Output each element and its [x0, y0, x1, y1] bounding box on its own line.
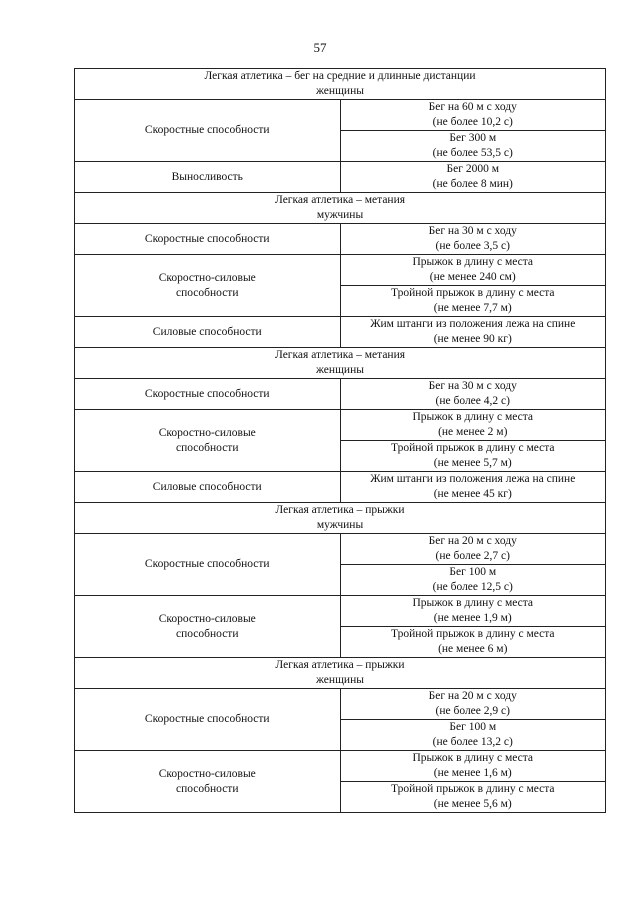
test-norm: (не более 53,5 с)	[432, 147, 513, 159]
test-norm: (не менее 5,7 м)	[433, 457, 512, 469]
test-norm-cell	[340, 286, 606, 317]
test-norm-cell	[340, 596, 606, 627]
section-title	[75, 658, 606, 689]
norms-table	[74, 68, 606, 813]
test-norm: (не менее 2 м)	[438, 426, 508, 438]
test-norm: (не более 8 мин)	[432, 178, 513, 190]
test-name: Бег 100 м	[449, 721, 497, 733]
test-name: Тройной прыжок в длину с места	[390, 783, 555, 795]
table-body	[75, 69, 606, 813]
ability-cell	[75, 100, 341, 162]
section-title-line: женщины	[316, 85, 364, 97]
section-title-line: Легкая атлетика – прыжки	[275, 659, 405, 671]
table-row	[75, 317, 606, 348]
section-title-line: женщины	[316, 674, 364, 686]
ability-label: Скоростные способности	[144, 387, 270, 400]
ability-cell	[75, 317, 341, 348]
test-name: Жим штанги из положения лежа на спине	[370, 318, 576, 330]
test-norm: (не более 2,7 с)	[435, 550, 510, 562]
table-row	[75, 224, 606, 255]
test-norm: (не более 3,5 с)	[435, 240, 510, 252]
ability-label: Выносливость	[171, 170, 243, 183]
test-norm-cell	[340, 782, 606, 813]
ability-cell	[75, 751, 341, 813]
ability-label: способности	[176, 286, 239, 299]
ability-cell	[75, 534, 341, 596]
section-title-line: мужчины	[316, 209, 364, 221]
test-name: Бег на 20 м с ходу	[428, 535, 517, 547]
test-name: Бег 300 м	[449, 132, 497, 144]
test-norm-cell	[340, 689, 606, 720]
ability-label: Скоростно-силовые	[158, 271, 256, 284]
ability-label: способности	[176, 627, 239, 640]
ability-cell	[75, 162, 341, 193]
test-name: Прыжок в длину с места	[412, 597, 533, 609]
table-row	[75, 751, 606, 782]
page-number: 57	[313, 40, 327, 55]
ability-cell	[75, 255, 341, 317]
test-name: Бег на 60 м с ходу	[428, 101, 517, 113]
ability-label: Скоростно-силовые	[158, 426, 256, 439]
test-norm-cell	[340, 379, 606, 410]
table-row	[75, 689, 606, 720]
test-name: Бег 100 м	[449, 566, 497, 578]
ability-label: Скоростные способности	[144, 713, 270, 725]
ability-label: способности	[176, 782, 239, 795]
ability-label: Скоростные способности	[144, 124, 270, 136]
test-norm: (не более 4,2 с)	[435, 395, 510, 407]
test-name: Жим штанги из положения лежа на спине	[370, 473, 576, 485]
table-row	[75, 472, 606, 503]
test-norm: (не менее 240 см)	[429, 271, 516, 283]
ability-cell	[75, 689, 341, 751]
section-title	[75, 503, 606, 534]
test-norm: (не более 10,2 с)	[432, 116, 513, 128]
section-title-line: женщины	[316, 364, 364, 376]
test-norm: (не менее 1,9 м)	[433, 612, 512, 624]
test-name: Прыжок в длину с места	[412, 256, 533, 268]
table-row	[75, 100, 606, 131]
test-name: Прыжок в длину с места	[412, 411, 533, 423]
test-norm: (не более 12,5 с)	[432, 581, 513, 593]
test-norm: (не более 13,2 с)	[432, 736, 513, 748]
ability-cell	[75, 224, 341, 255]
section-header-row	[75, 69, 606, 100]
section-header-row	[75, 658, 606, 689]
test-norm: (не менее 1,6 м)	[433, 767, 512, 779]
test-norm-cell	[340, 720, 606, 751]
ability-label: Силовые способности	[152, 325, 262, 338]
table-row	[75, 379, 606, 410]
test-name: Бег на 20 м с ходу	[428, 690, 517, 702]
section-title	[75, 193, 606, 224]
section-header-row	[75, 348, 606, 379]
test-name: Тройной прыжок в длину с места	[390, 442, 555, 454]
section-title-line: Легкая атлетика – прыжки	[275, 504, 405, 516]
section-title-line: мужчины	[316, 519, 364, 531]
test-norm: (не менее 5,6 м)	[433, 798, 512, 810]
section-title	[75, 69, 606, 100]
section-header-row	[75, 503, 606, 534]
table-row	[75, 162, 606, 193]
ability-label: Скоростные способности	[144, 232, 270, 245]
test-norm-cell	[340, 410, 606, 441]
section-title-line: Легкая атлетика – бег на средние и длинные дистанции	[204, 70, 476, 82]
test-name: Прыжок в длину с места	[412, 752, 533, 764]
test-norm-cell	[340, 317, 606, 348]
test-norm-cell	[340, 534, 606, 565]
test-norm-cell	[340, 162, 606, 193]
ability-cell	[75, 410, 341, 472]
ability-cell	[75, 379, 341, 410]
test-name: Бег на 30 м с ходу	[428, 225, 517, 237]
test-norm-cell	[340, 751, 606, 782]
section-header-row	[75, 193, 606, 224]
section-title	[75, 348, 606, 379]
test-norm-cell	[340, 441, 606, 472]
test-norm-cell	[340, 565, 606, 596]
test-name: Тройной прыжок в длину с места	[390, 628, 555, 640]
test-norm: (не более 2,9 с)	[435, 705, 510, 717]
ability-label: способности	[176, 441, 239, 454]
ability-cell	[75, 596, 341, 658]
test-norm-cell	[340, 224, 606, 255]
test-norm-cell	[340, 131, 606, 162]
table-row	[75, 255, 606, 286]
table-row	[75, 410, 606, 441]
test-norm-cell	[340, 255, 606, 286]
section-title-line: Легкая атлетика – метания	[274, 194, 406, 206]
test-norm: (не менее 90 кг)	[433, 333, 512, 345]
ability-label: Скоростно-силовые	[158, 767, 256, 780]
test-name: Бег на 30 м с ходу	[428, 380, 517, 392]
table-row	[75, 596, 606, 627]
test-norm: (не менее 7,7 м)	[433, 302, 512, 314]
test-name: Тройной прыжок в длину с места	[390, 287, 555, 299]
test-norm-cell	[340, 472, 606, 503]
ability-label: Скоростно-силовые	[158, 612, 256, 625]
test-norm-cell	[340, 627, 606, 658]
section-title-line: Легкая атлетика – метания	[274, 349, 406, 361]
ability-label: Силовые способности	[152, 480, 262, 493]
test-name: Бег 2000 м	[446, 163, 499, 175]
table-row	[75, 534, 606, 565]
ability-cell	[75, 472, 341, 503]
test-norm: (не менее 6 м)	[438, 643, 508, 655]
ability-label: Скоростные способности	[144, 558, 270, 570]
test-norm-cell	[340, 100, 606, 131]
test-norm: (не менее 45 кг)	[433, 488, 512, 500]
